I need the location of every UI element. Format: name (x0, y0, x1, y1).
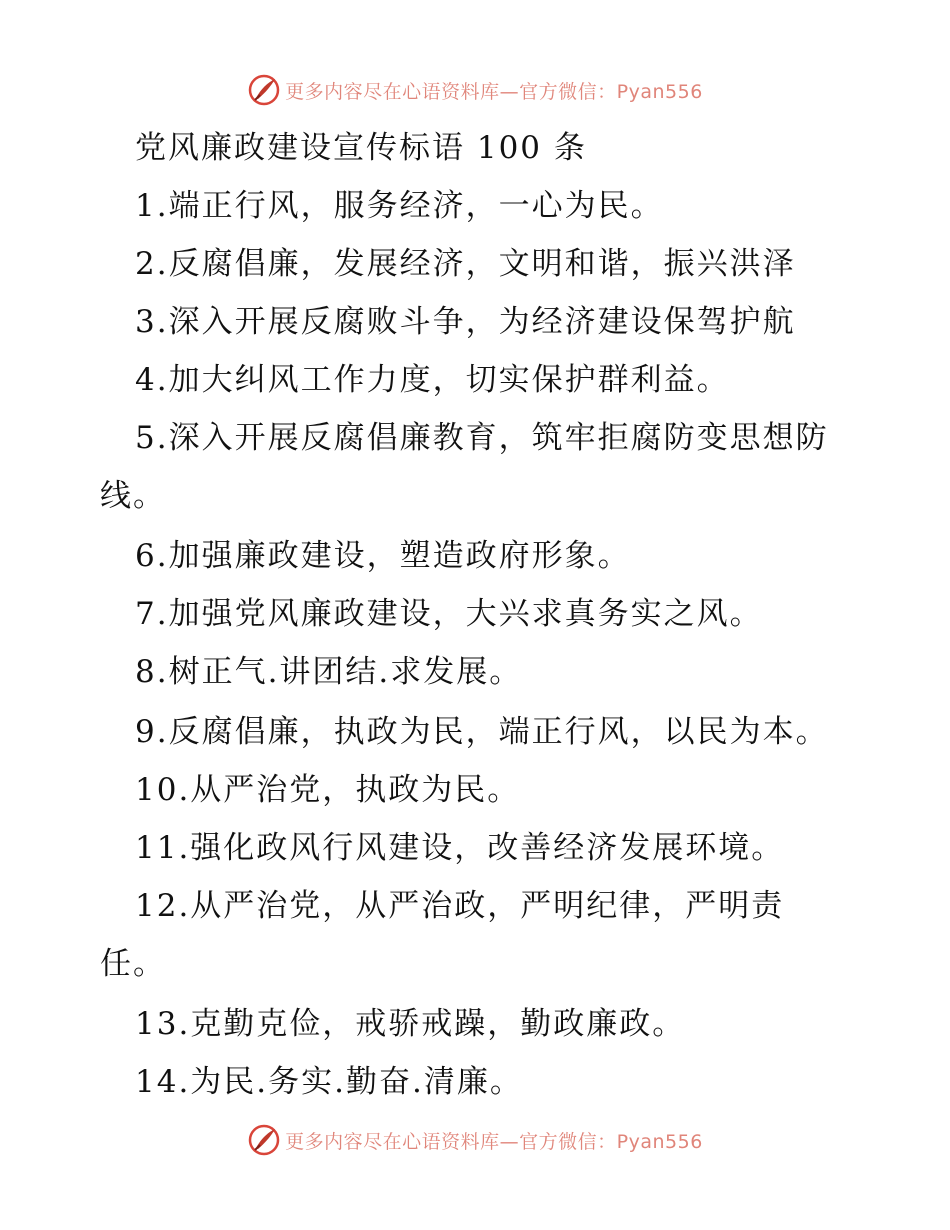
slogan-line: 12.从严治党，从严治政，严明纪律，严明责 (135, 888, 785, 924)
slogan-line-continuation: 线。 (100, 478, 166, 514)
slogan-line: 5.深入开展反腐倡廉教育，筑牢拒腐防变思想防 (135, 420, 829, 456)
slogan-line: 8.树正气.讲团结.求发展。 (135, 654, 523, 690)
slogan-line: 1.端正行风，服务经济，一心为民。 (135, 188, 664, 224)
header-watermark (0, 70, 950, 110)
slogan-line: 9.反腐倡廉，执政为民，端正行风，以民为本。 (135, 714, 829, 750)
slogan-line: 14.为民.务实.勤奋.清廉。 (135, 1064, 523, 1100)
watermark-text: 更多内容尽在心语资料库—官方微信：Pyan556 (285, 1130, 703, 1153)
feather-pen-logo-icon (247, 73, 281, 107)
slogan-line: 4.加大纠风工作力度，切实保护群利益。 (135, 362, 730, 398)
slogan-line: 6.加强廉政建设，塑造政府形象。 (135, 538, 631, 574)
slogan-line: 11.强化政风行风建设，改善经济发展环境。 (135, 830, 785, 866)
document-title: 党风廉政建设宣传标语 100 条 (135, 130, 587, 166)
slogan-line: 3.深入开展反腐败斗争，为经济建设保驾护航 (135, 304, 796, 340)
slogan-line: 2.反腐倡廉，发展经济，文明和谐，振兴洪泽 (135, 246, 796, 282)
footer-watermark (0, 1120, 950, 1160)
watermark-text: 更多内容尽在心语资料库—官方微信：Pyan556 (285, 80, 703, 103)
slogan-line: 7.加强党风廉政建设，大兴求真务实之风。 (135, 596, 763, 632)
slogan-line: 10.从严治党，执政为民。 (135, 772, 521, 808)
slogan-line-continuation: 任。 (100, 946, 166, 982)
slogan-line: 13.克勤克俭，戒骄戒躁，勤政廉政。 (135, 1006, 686, 1042)
feather-pen-logo-icon (247, 1123, 281, 1157)
